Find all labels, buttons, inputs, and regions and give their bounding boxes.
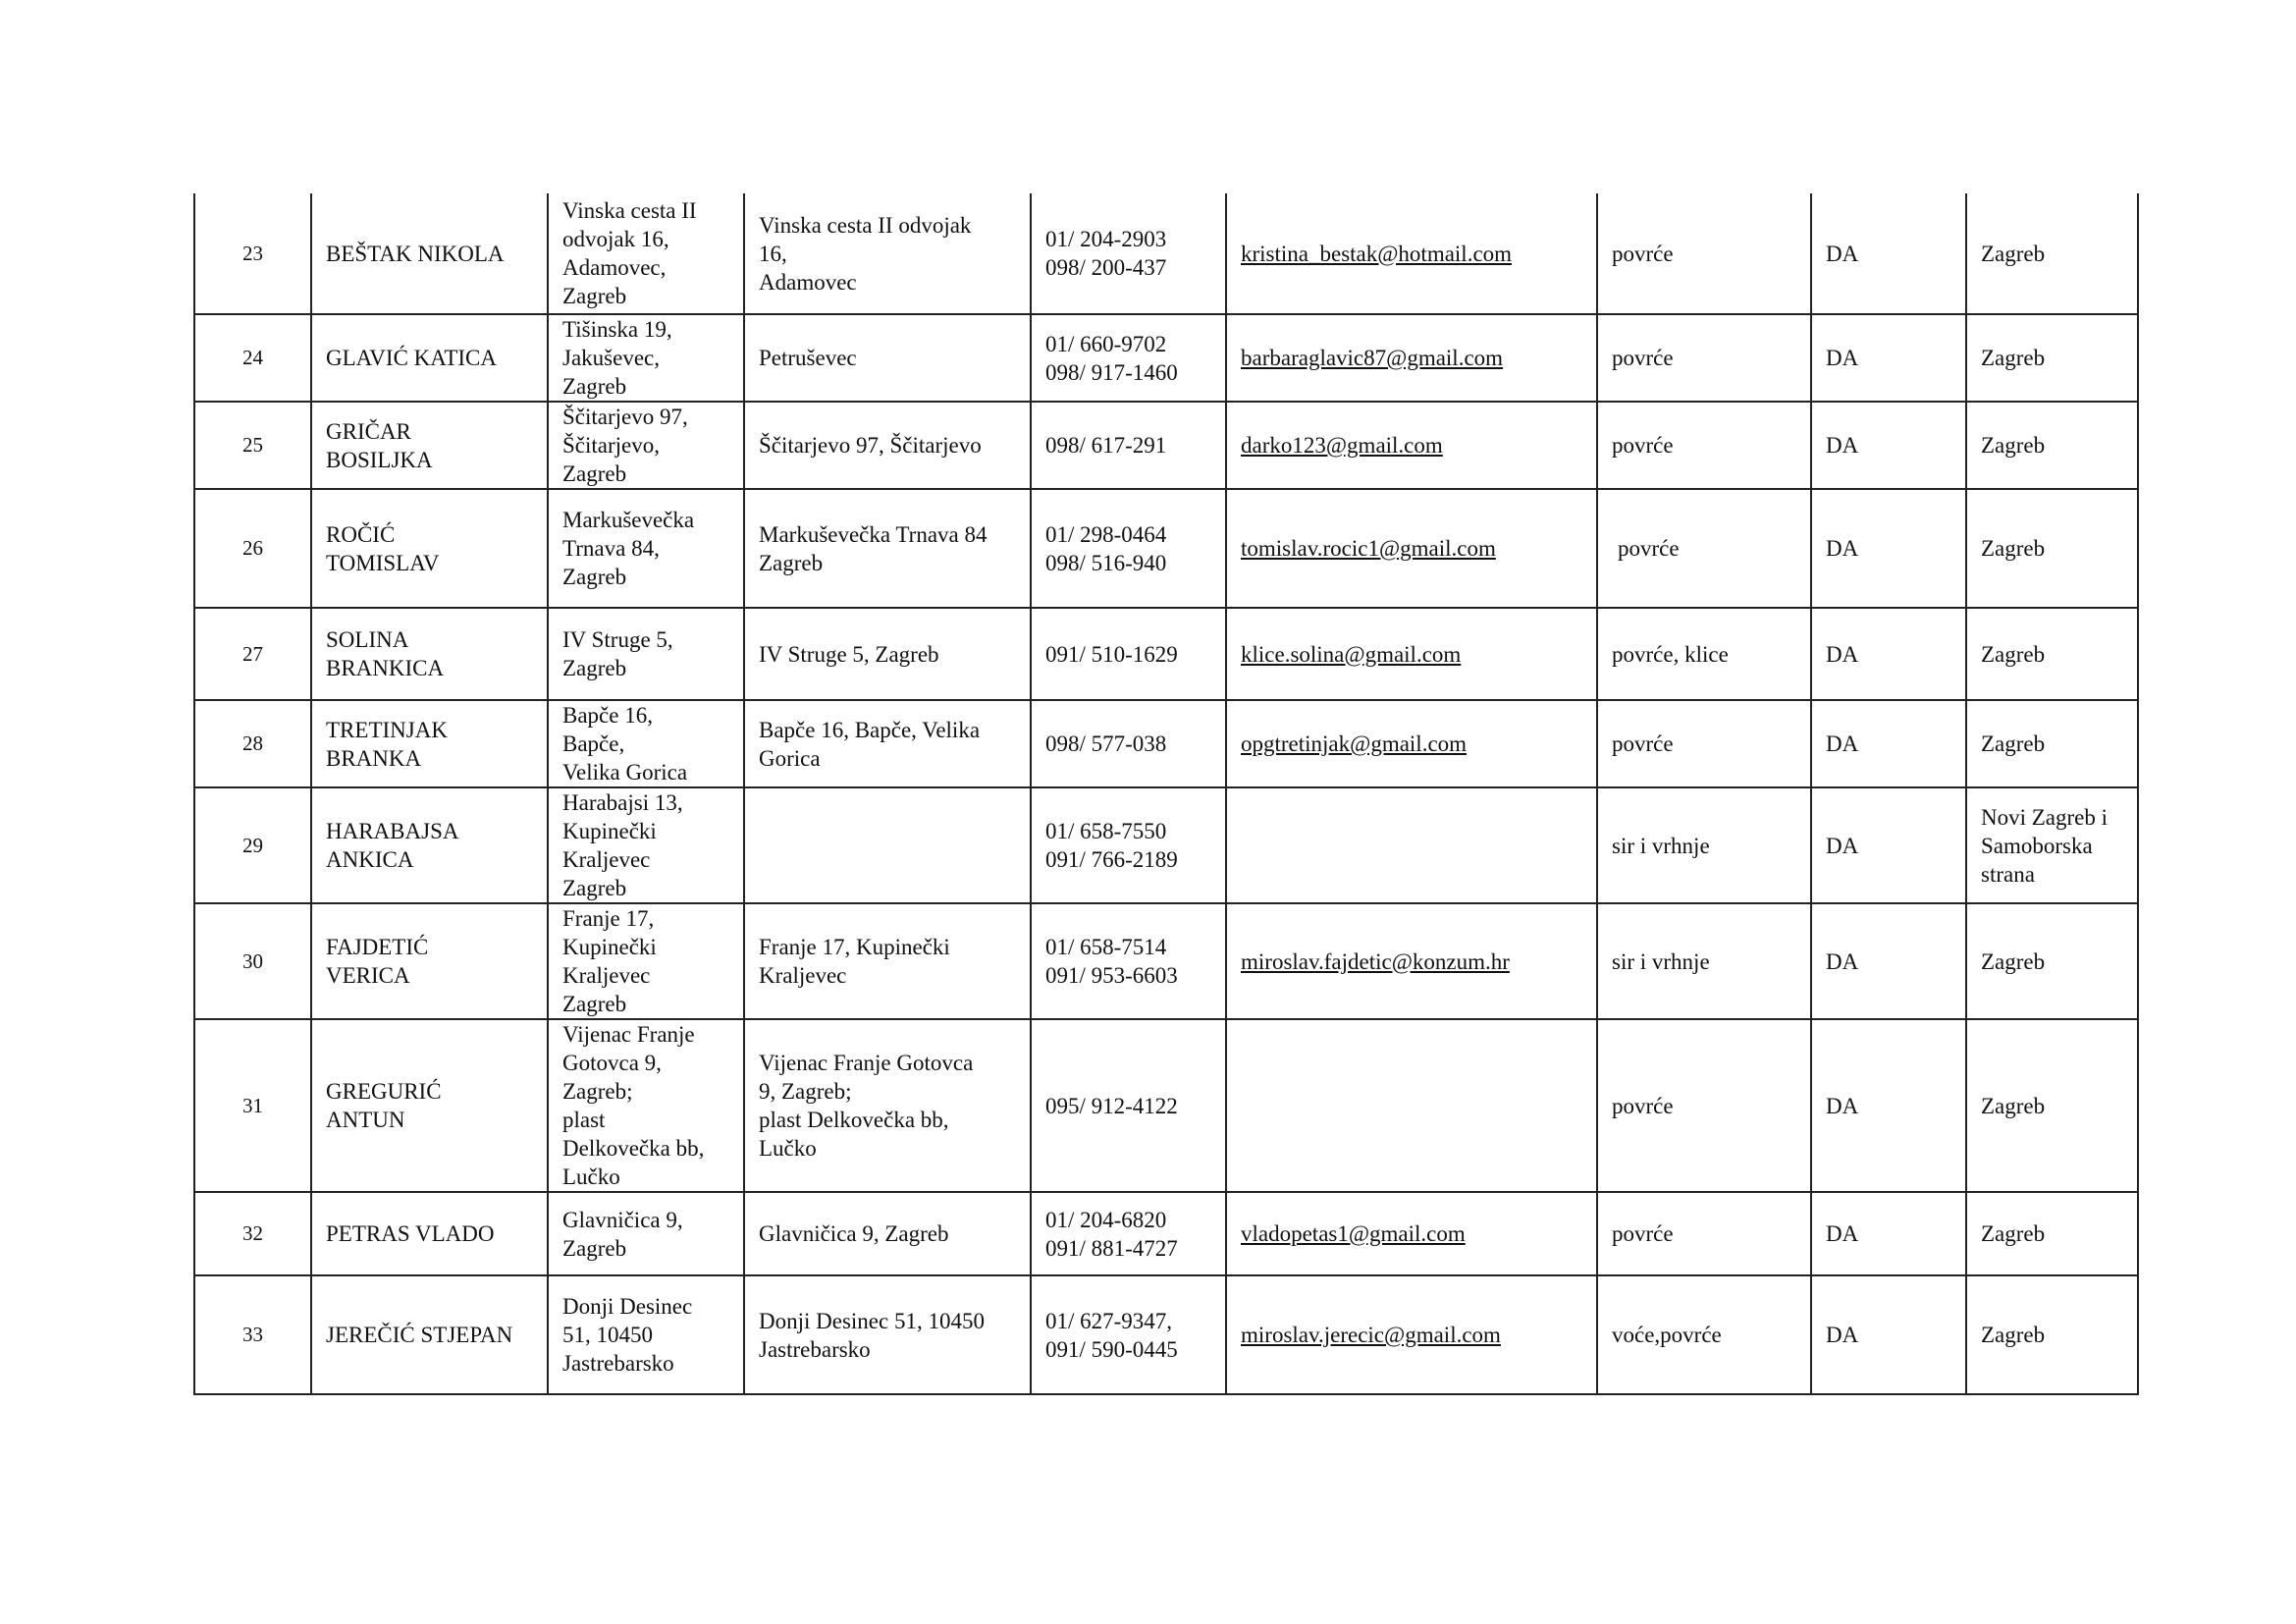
cell-location: Vijenac Franje Gotovca 9, Zagreb; plast Delkovečka bb, Lučko [744,1019,1031,1192]
cell-market: Zagreb [1966,1275,2138,1394]
cell-email[interactable]: tomislav.rocic1@gmail.com [1226,489,1597,608]
cell-name: ROČIĆ TOMISLAV [311,489,548,608]
cell-email [1226,1019,1597,1192]
cell-market: Novi Zagreb i Samoborska strana [1966,787,2138,903]
table-row [194,1019,2138,1192]
cell-number: 28 [194,700,311,787]
table-row [194,193,2138,314]
cell-location: Franje 17, Kupinečki Kraljevec [744,903,1031,1019]
cell-number: 31 [194,1019,311,1192]
cell-product: sir i vrhnje [1597,903,1811,1019]
cell-status: DA [1811,700,1966,787]
cell-number: 30 [194,903,311,1019]
cell-market: Zagreb [1966,1019,2138,1192]
cell-product: povrće [1597,314,1811,402]
cell-name: SOLINA BRANKICA [311,608,548,700]
cell-location: Petruševec [744,314,1031,402]
cell-product: voće,povrće [1597,1275,1811,1394]
cell-email[interactable]: miroslav.jerecic@gmail.com [1226,1275,1597,1394]
cell-market: Zagreb [1966,402,2138,489]
cell-phone: 095/ 912-4122 [1031,1019,1226,1192]
cell-name: TRETINJAK BRANKA [311,700,548,787]
table-body [194,193,2138,1394]
cell-status: DA [1811,1275,1966,1394]
cell-name: JEREČIĆ STJEPAN [311,1275,548,1394]
cell-location: Donji Desinec 51, 10450 Jastrebarsko [744,1275,1031,1394]
cell-number: 25 [194,402,311,489]
cell-location: Glavničica 9, Zagreb [744,1192,1031,1275]
cell-status: DA [1811,608,1966,700]
cell-phone: 01/ 660-9702 098/ 917-1460 [1031,314,1226,402]
cell-status: DA [1811,193,1966,314]
cell-name: HARABAJSA ANKICA [311,787,548,903]
cell-address: Markuševečka Trnava 84, Zagreb [548,489,744,608]
cell-product: povrće [1597,700,1811,787]
cell-address: Glavničica 9, Zagreb [548,1192,744,1275]
cell-email[interactable]: barbaraglavic87@gmail.com [1226,314,1597,402]
cell-product: povrće [1597,402,1811,489]
cell-market: Zagreb [1966,193,2138,314]
cell-address: Franje 17, Kupinečki Kraljevec Zagreb [548,903,744,1019]
cell-product: povrće, klice [1597,608,1811,700]
cell-status: DA [1811,1192,1966,1275]
table-row [194,608,2138,700]
table-row [194,903,2138,1019]
cell-location: Markuševečka Trnava 84 Zagreb [744,489,1031,608]
cell-number: 32 [194,1192,311,1275]
cell-status: DA [1811,1019,1966,1192]
table-row [194,1192,2138,1275]
cell-number: 26 [194,489,311,608]
cell-product: povrće [1597,1192,1811,1275]
cell-email[interactable]: miroslav.fajdetic@konzum.hr [1226,903,1597,1019]
cell-phone: 01/ 658-7550 091/ 766-2189 [1031,787,1226,903]
cell-product: sir i vrhnje [1597,787,1811,903]
cell-phone: 098/ 617-291 [1031,402,1226,489]
cell-phone: 01/ 204-2903 098/ 200-437 [1031,193,1226,314]
cell-phone: 01/ 204-6820 091/ 881-4727 [1031,1192,1226,1275]
cell-location [744,787,1031,903]
cell-email[interactable]: kristina_bestak@hotmail.com [1226,193,1597,314]
table-row [194,489,2138,608]
cell-address: Donji Desinec 51, 10450 Jastrebarsko [548,1275,744,1394]
cell-address: Vijenac Franje Gotovca 9, Zagreb; plast Delkovečka bb, Lučko [548,1019,744,1192]
cell-status: DA [1811,402,1966,489]
cell-status: DA [1811,903,1966,1019]
cell-market: Zagreb [1966,489,2138,608]
cell-phone: 01/ 658-7514 091/ 953-6603 [1031,903,1226,1019]
cell-phone: 01/ 627-9347, 091/ 590-0445 [1031,1275,1226,1394]
cell-email[interactable]: darko123@gmail.com [1226,402,1597,489]
cell-status: DA [1811,314,1966,402]
cell-product: povrće [1597,193,1811,314]
cell-name: GLAVIĆ KATICA [311,314,548,402]
cell-market: Zagreb [1966,903,2138,1019]
cell-email[interactable]: vladopetas1@gmail.com [1226,1192,1597,1275]
cell-name: GREGURIĆ ANTUN [311,1019,548,1192]
cell-phone: 098/ 577-038 [1031,700,1226,787]
cell-address: Ščitarjevo 97, Ščitarjevo, Zagreb [548,402,744,489]
cell-location: Vinska cesta II odvojak 16, Adamovec [744,193,1031,314]
cell-address: IV Struge 5, Zagreb [548,608,744,700]
cell-product: povrće [1597,1019,1811,1192]
cell-location: Bapče 16, Bapče, Velika Gorica [744,700,1031,787]
cell-number: 27 [194,608,311,700]
cell-address: Vinska cesta II odvojak 16, Adamovec, Zagreb [548,193,744,314]
cell-address: Harabajsi 13, Kupinečki Kraljevec Zagreb [548,787,744,903]
cell-market: Zagreb [1966,700,2138,787]
cell-market: Zagreb [1966,314,2138,402]
cell-market: Zagreb [1966,1192,2138,1275]
cell-location: IV Struge 5, Zagreb [744,608,1031,700]
table-row [194,787,2138,903]
cell-number: 29 [194,787,311,903]
cell-name: BEŠTAK NIKOLA [311,193,548,314]
cell-market: Zagreb [1966,608,2138,700]
cell-name: PETRAS VLADO [311,1192,548,1275]
cell-email[interactable]: klice.solina@gmail.com [1226,608,1597,700]
cell-number: 24 [194,314,311,402]
cell-email[interactable]: opgtretinjak@gmail.com [1226,700,1597,787]
cell-email [1226,787,1597,903]
cell-product: povrće [1597,489,1811,608]
table-row [194,314,2138,402]
table-row [194,700,2138,787]
producers-table [193,193,2139,1395]
table-row [194,402,2138,489]
cell-status: DA [1811,787,1966,903]
table-row [194,1275,2138,1394]
cell-address: Bapče 16, Bapče, Velika Gorica [548,700,744,787]
cell-number: 33 [194,1275,311,1394]
cell-address: Tišinska 19, Jakuševec, Zagreb [548,314,744,402]
cell-number: 23 [194,193,311,314]
cell-name: GRIČAR BOSILJKA [311,402,548,489]
cell-phone: 091/ 510-1629 [1031,608,1226,700]
cell-phone: 01/ 298-0464 098/ 516-940 [1031,489,1226,608]
cell-name: FAJDETIĆ VERICA [311,903,548,1019]
cell-status: DA [1811,489,1966,608]
cell-location: Ščitarjevo 97, Ščitarjevo [744,402,1031,489]
